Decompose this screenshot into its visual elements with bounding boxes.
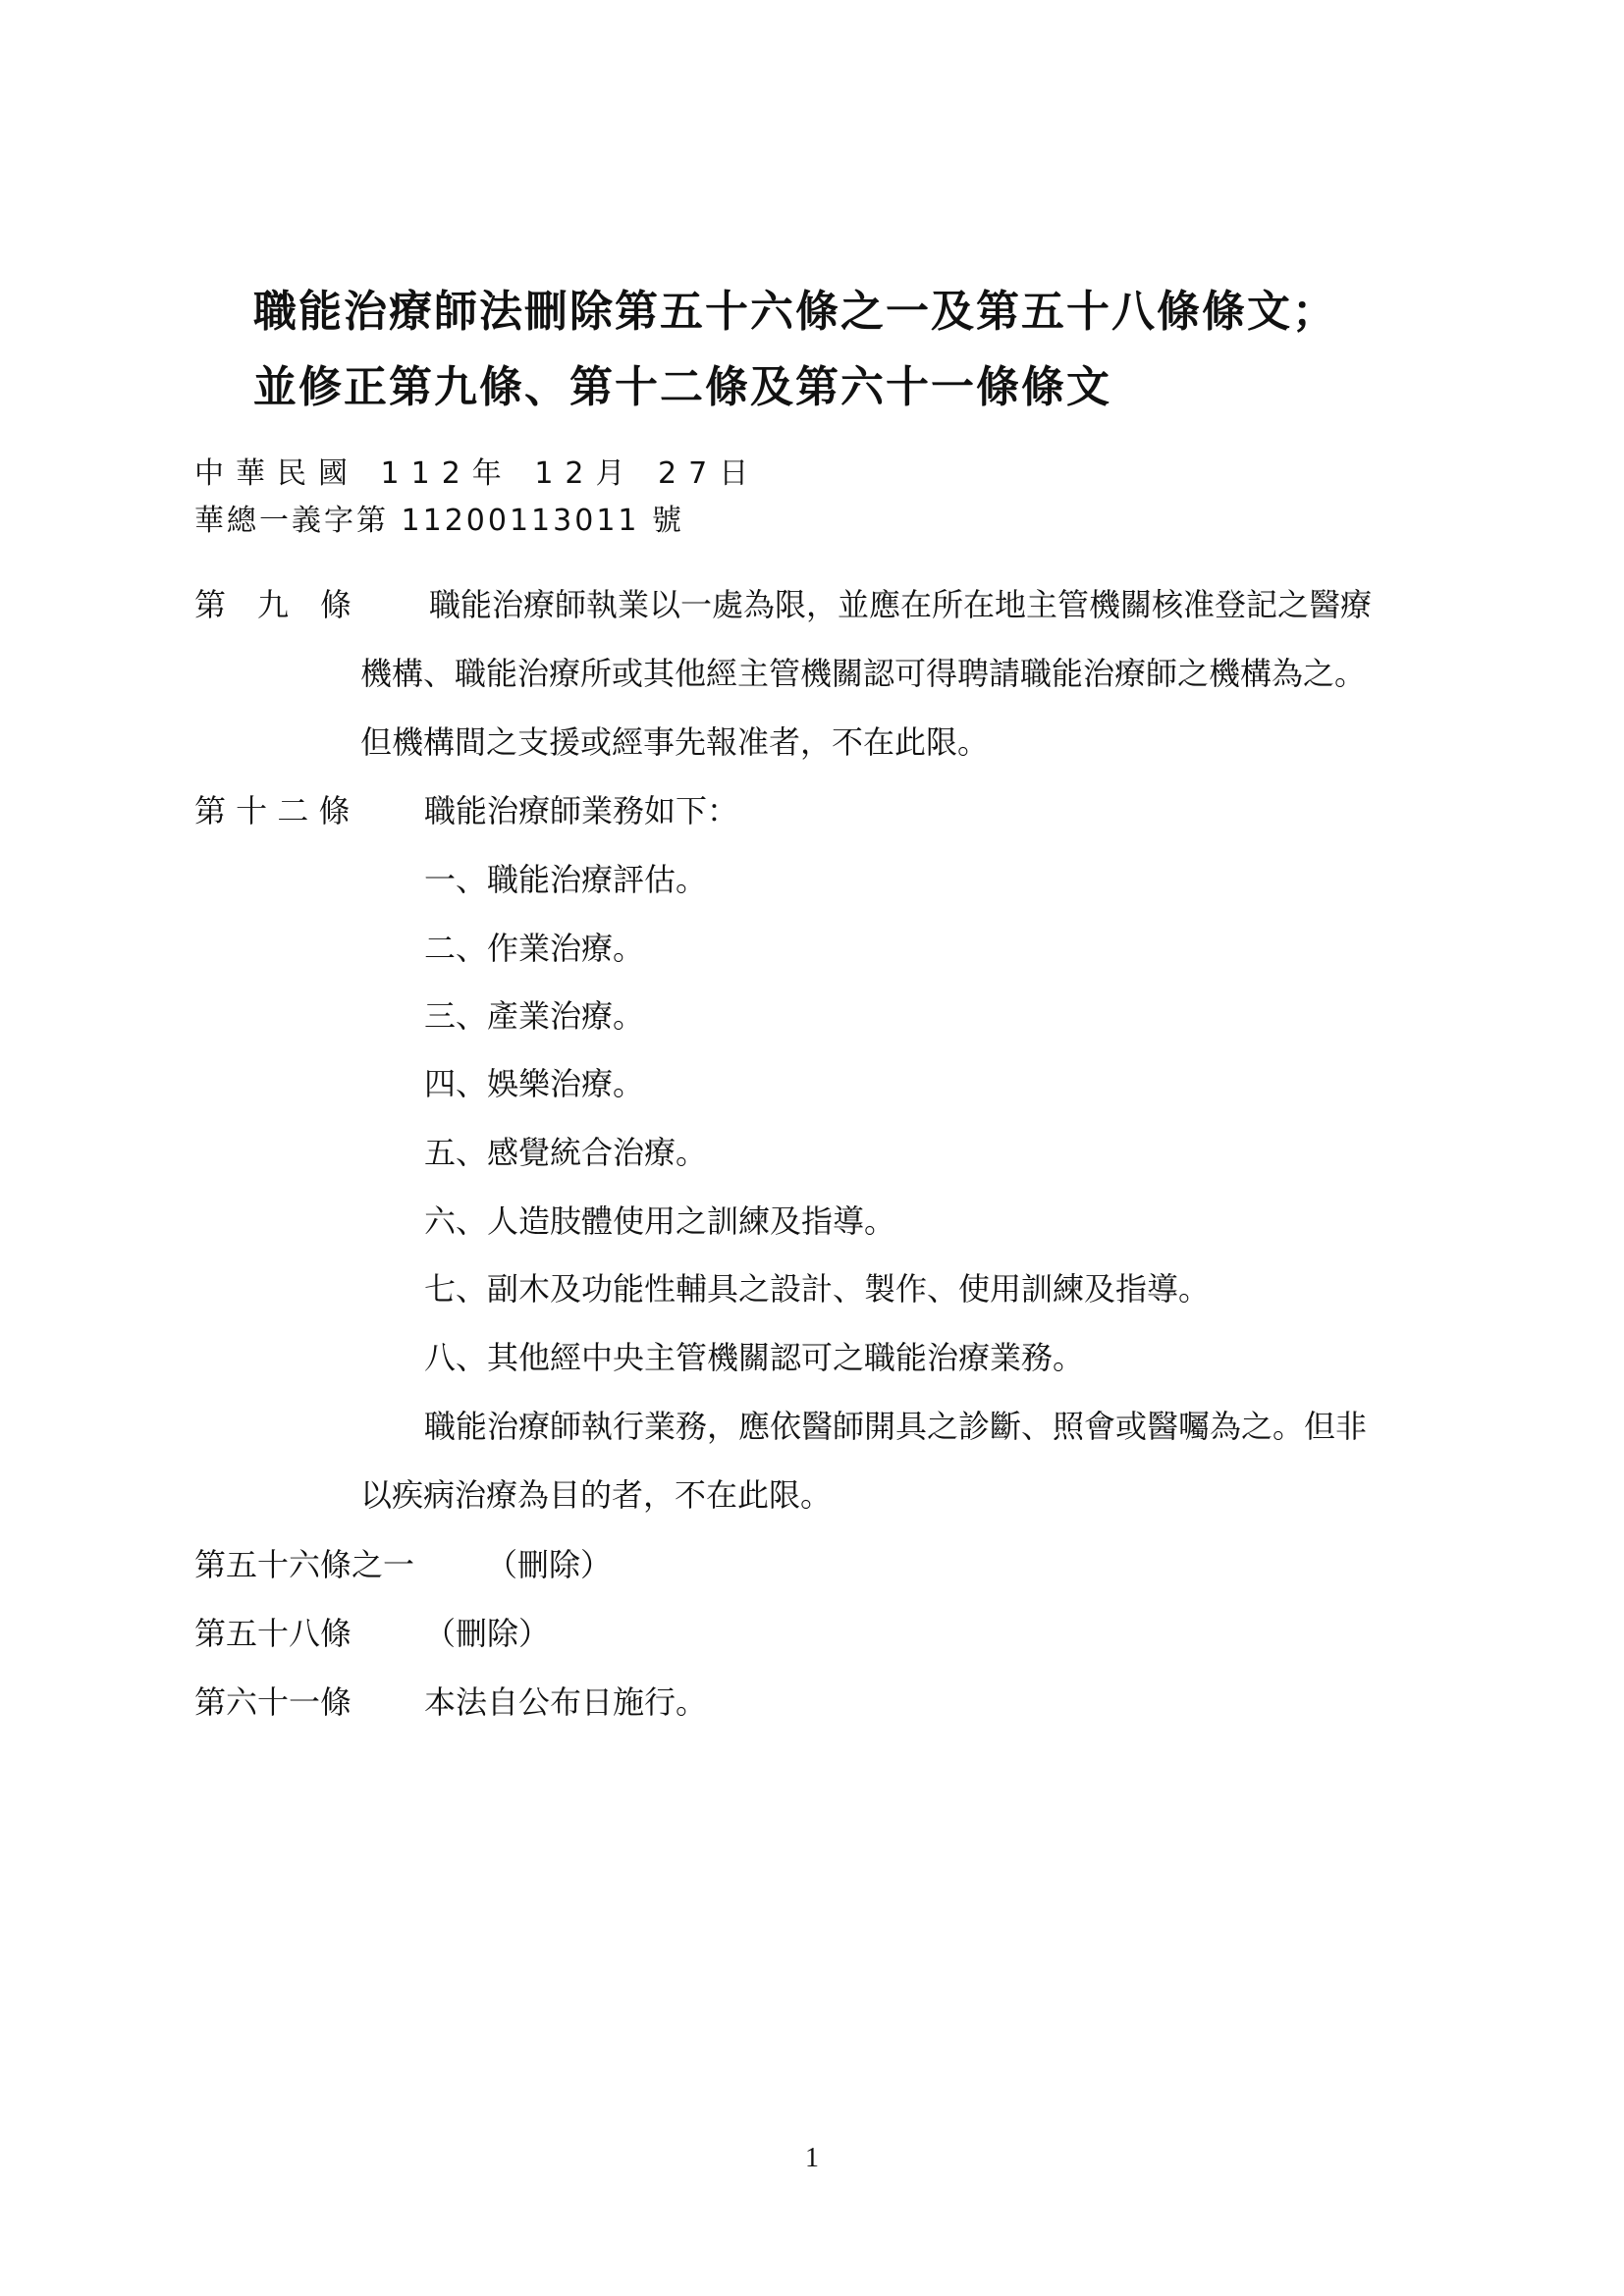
article-12-paragraph-line: 以疾病治療為目的者，不在此限。: [360, 1476, 833, 1514]
article-12-item: 六、人造肢體使用之訓練及指導。: [424, 1202, 896, 1240]
article-12-label: 第 十 二 條: [194, 792, 351, 829]
article-12-paragraph-line: 職能治療師執行業務，應依醫師開具之診斷、照會或醫囑為之。但非: [424, 1408, 1368, 1445]
article-12-item: 三、產業治療。: [424, 997, 645, 1035]
document-title-line-1: 職能治療師法刪除第五十六條之一及第五十八條條文；: [253, 287, 1337, 337]
article-56-1-label: 第五十六條之一: [194, 1546, 415, 1583]
article-9-label: 第 九 條: [194, 586, 352, 623]
article-56-1-text: （刪除）: [486, 1546, 613, 1583]
article-12-item: 一、職能治療評估。: [424, 861, 708, 898]
article-12-item: 七、副木及功能性輔具之設計、製作、使用訓練及指導。: [424, 1270, 1211, 1308]
article-61-label: 第六十一條: [194, 1683, 352, 1721]
article-12-item: 四、娛樂治療。: [424, 1065, 645, 1102]
article-58-label: 第五十八條: [194, 1615, 352, 1652]
article-9-line: 機構、職能治療所或其他經主管機關認可得聘請職能治療師之機構為之。: [360, 655, 1367, 692]
article-9-line: 但機構間之支援或經事先報准者，不在此限。: [360, 723, 990, 761]
article-58-text: （刪除）: [424, 1615, 551, 1652]
page-number: 1: [805, 2143, 819, 2173]
article-12-item: 八、其他經中央主管機關認可之職能治療業務。: [424, 1339, 1085, 1376]
article-12-item: 五、感覺統合治療。: [424, 1134, 708, 1171]
document-title-line-2: 並修正第九條、第十二條及第六十一條條文: [253, 362, 1111, 412]
document-number: 華總一義字第 11200113011 號: [194, 504, 685, 538]
article-61-text: 本法自公布日施行。: [424, 1683, 708, 1721]
article-12-intro: 職能治療師業務如下：: [424, 792, 739, 829]
article-9-line: 職能治療師執業以一處為限，並應在所在地主管機關核准登記之醫療: [429, 586, 1373, 623]
promulgation-date: 中華民國 112年 12月 27日: [194, 456, 761, 491]
article-12-item: 二、作業治療。: [424, 930, 645, 967]
